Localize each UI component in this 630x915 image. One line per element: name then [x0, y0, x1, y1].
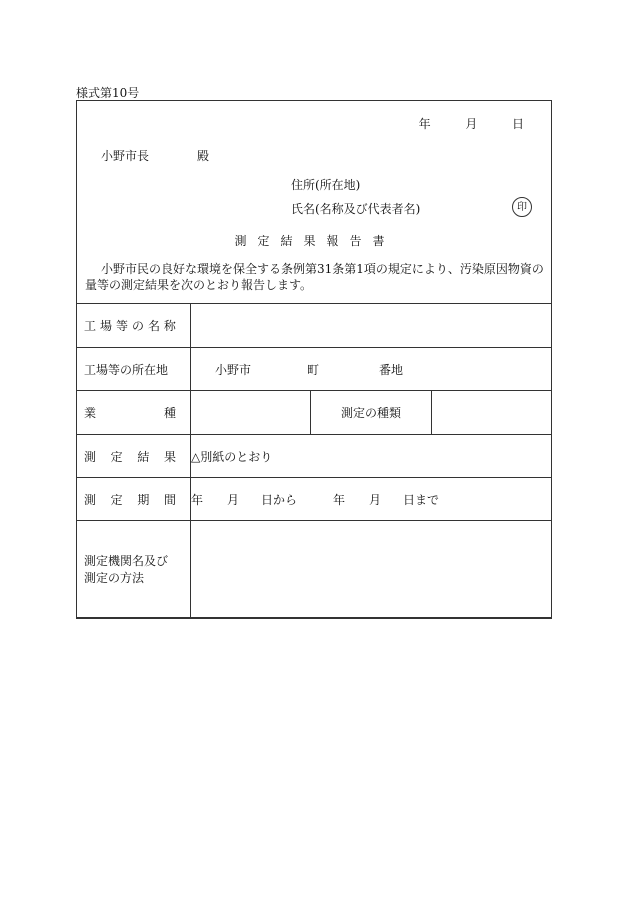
measurement-type-label: 測定の種類 — [311, 391, 431, 435]
location-town: 町 — [307, 362, 320, 377]
address-label: 住所(所在地) — [291, 178, 361, 192]
facility-location-field[interactable] — [191, 348, 552, 391]
date-day: 日 — [511, 117, 525, 131]
form-number: 様式第10号 — [76, 86, 140, 100]
measurement-agency-label: 測定機関名及び 測定の方法 — [77, 521, 191, 619]
seal-mark: 印 — [512, 197, 532, 217]
report-table — [76, 303, 552, 619]
report-form — [76, 100, 552, 618]
honorific: 殿 — [197, 149, 210, 163]
measurement-period-label: 測 定 期 間 — [77, 478, 191, 521]
table-row — [77, 521, 552, 619]
measurement-result-field[interactable]: △別紙のとおり — [191, 435, 552, 478]
table-row — [77, 435, 552, 478]
date-line — [419, 115, 525, 132]
report-title: 測定結果報告書 — [234, 234, 396, 248]
name-label: 氏名(名称及び代表者名) — [291, 202, 421, 216]
date-month: 月 — [465, 117, 479, 131]
table-row — [77, 348, 552, 391]
facility-name-label: 工 場 等 の 名 称 — [77, 304, 191, 348]
addressee: 小野市長 — [101, 149, 150, 163]
table-row — [77, 391, 552, 435]
measurement-agency-field[interactable] — [191, 521, 552, 619]
location-lot: 番地 — [379, 362, 404, 377]
measurement-period-field[interactable]: 年 月 日から 年 月 日まで — [191, 478, 552, 521]
industry-field[interactable] — [191, 391, 311, 435]
facility-name-field[interactable] — [191, 304, 552, 348]
intro-text: 小野市民の良好な環境を保全する条例第31条第1項の規定により、汚染原因物資の量等の測定結果を次のとおり報告します。 — [85, 262, 544, 292]
industry-label: 業 種 — [77, 391, 191, 435]
table-row — [77, 478, 552, 521]
location-city: 小野市 — [215, 362, 252, 377]
facility-location-label: 工場等の所在地 — [77, 348, 191, 391]
measurement-result-label: 測 定 結 果 — [77, 435, 191, 478]
date-year: 年 — [418, 117, 432, 131]
table-row — [77, 304, 552, 348]
measurement-type-field[interactable] — [431, 391, 551, 435]
